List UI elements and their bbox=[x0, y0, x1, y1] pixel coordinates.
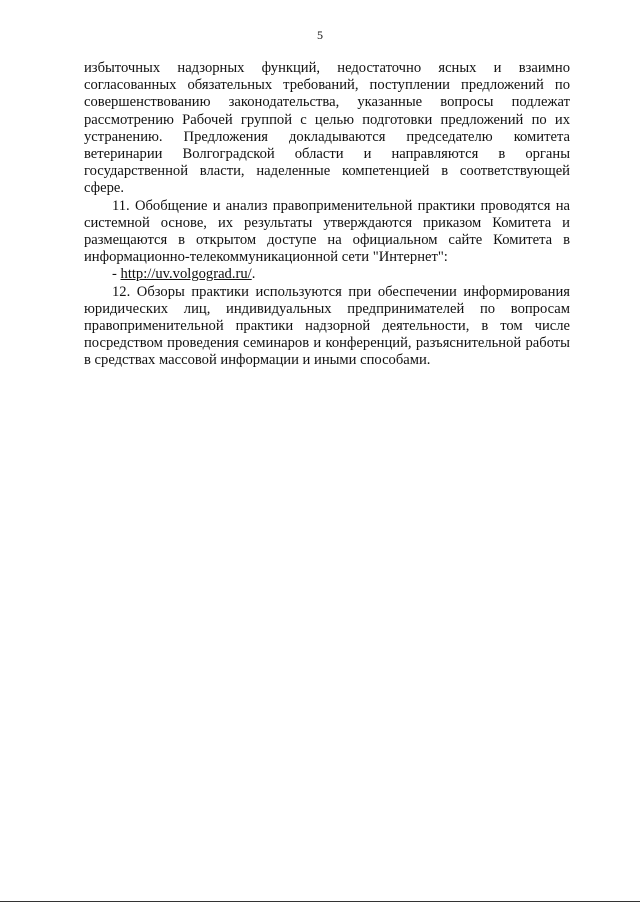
document-body bbox=[84, 60, 570, 370]
website-link-line bbox=[84, 266, 570, 283]
page-bottom-edge bbox=[0, 901, 640, 902]
link-suffix: . bbox=[251, 266, 256, 283]
website-link[interactable]: http://uv.volgograd.ru/ bbox=[120, 266, 252, 283]
link-prefix: - bbox=[112, 266, 121, 283]
paragraph-continuation: избыточных надзорных функций, недостаточно ясных и взаимно согласованных обязательных требований, поступлении предложений по совершенствованию законодательства, указанные вопросы подлежат рассмотрению Рабочей группой с целью подготовки предложений по их устранению. Предложения докладываются председателю комитета ветеринарии Волгоградской области и направляются в органы государственной власти, наделенные компетенцией в соответствующей сфере. bbox=[84, 60, 570, 197]
paragraph-11: 11. Обобщение и анализ правоприменительной практики проводятся на системной основе, их результаты утверждаются приказом Комитета и размещаются в открытом доступе на официальном сайте Комитета в информационно-телекоммуникационной сети "Интернет": bbox=[84, 197, 570, 266]
paragraph-12: 12. Обзоры практики используются при обеспечении информирования юридических лиц, индивидуальных предпринимателей по вопросам правоприменительной практики надзорной деятельности, в том числе посредством проведения семинаров и конференций, разъяснительной работы в средствах массовой информации и иными способами. bbox=[84, 283, 570, 369]
page-number: 5 bbox=[317, 28, 323, 42]
